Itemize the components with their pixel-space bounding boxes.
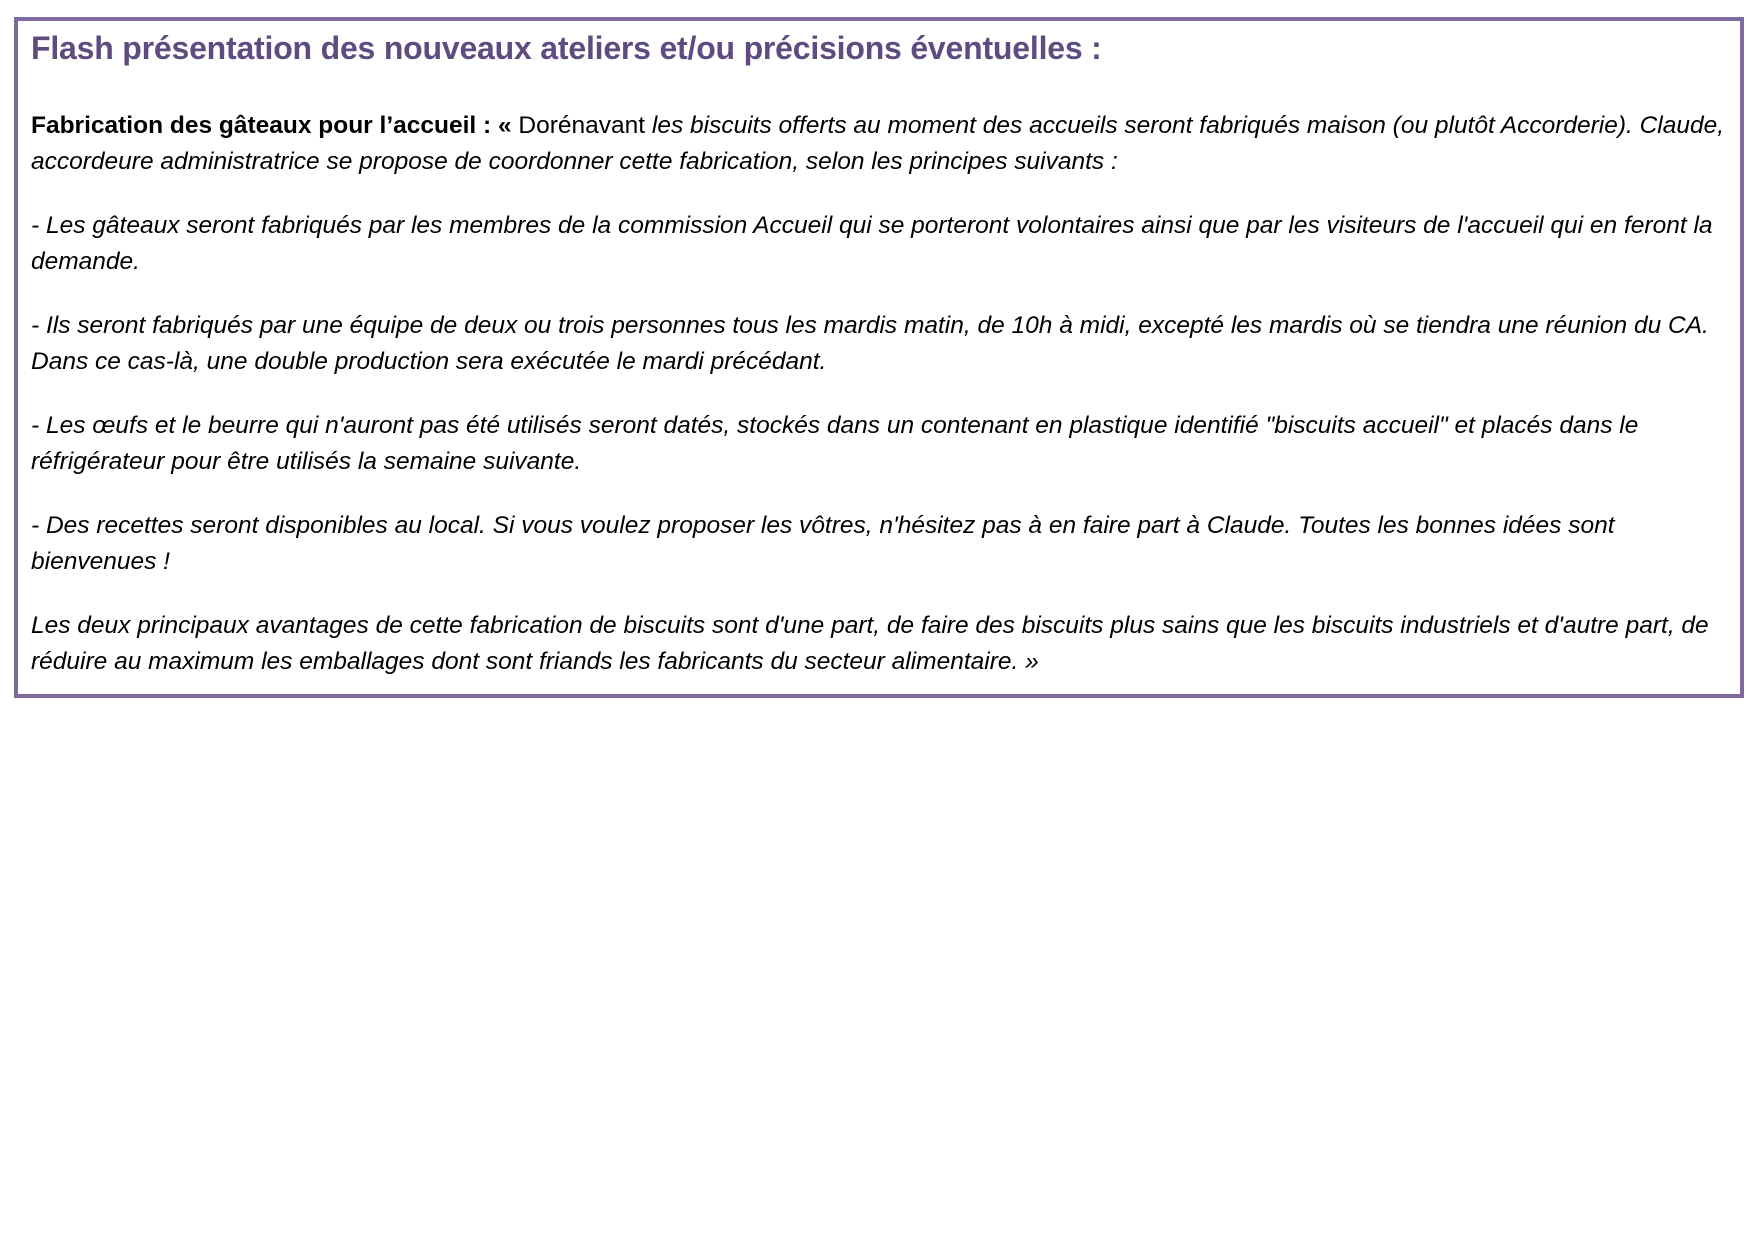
intro-paragraph (31, 108, 1728, 180)
conclusion-paragraph: Les deux principaux avantages de cette fabrication de biscuits sont d'une part, de faire des biscuits plus sains que les biscuits industriels et d'autre part, de réduire au maximum les emballages dont sont friands les fabricants du secteur alimentaire. » (31, 612, 1709, 675)
point-item: - Ils seront fabriqués par une équipe de deux ou trois personnes tous les mardis matin, de 10h à midi, excepté les mardis où se tiendra une réunion du CA. Dans ce cas-là, une double production sera exécutée le mardi précédant. (31, 312, 1709, 375)
intro-text: les biscuits offerts au moment des accueils seront fabriqués maison (ou plutôt Accorderie). Claude, accordeure administratrice se propose de coordonner cette fabrication, selon les principes suivants : (31, 112, 1725, 175)
intro-lead-bold: Fabrication des gâteaux pour l’accueil : « (31, 112, 512, 139)
announcement-box (14, 17, 1744, 698)
point-item: - Les gâteaux seront fabriqués par les membres de la commission Accueil qui se porteront volontaires ainsi que par les visiteurs de l'accueil qui en feront la demande. (31, 212, 1713, 275)
intro-lead-normal: Dorénavant (511, 112, 652, 139)
point-item: - Des recettes seront disponibles au local. Si vous voulez proposer les vôtres, n'hésitez pas à en faire part à Claude. Toutes les bonnes idées sont bienvenues ! (31, 512, 1615, 575)
section-heading: Flash présentation des nouveaux ateliers et/ou précisions éventuelles : (31, 30, 1102, 66)
point-item: - Les œufs et le beurre qui n'auront pas été utilisés seront datés, stockés dans un contenant en plastique identifié "biscuits accueil" et placés dans le réfrigérateur pour être utilisés la semaine suivante. (31, 412, 1639, 475)
